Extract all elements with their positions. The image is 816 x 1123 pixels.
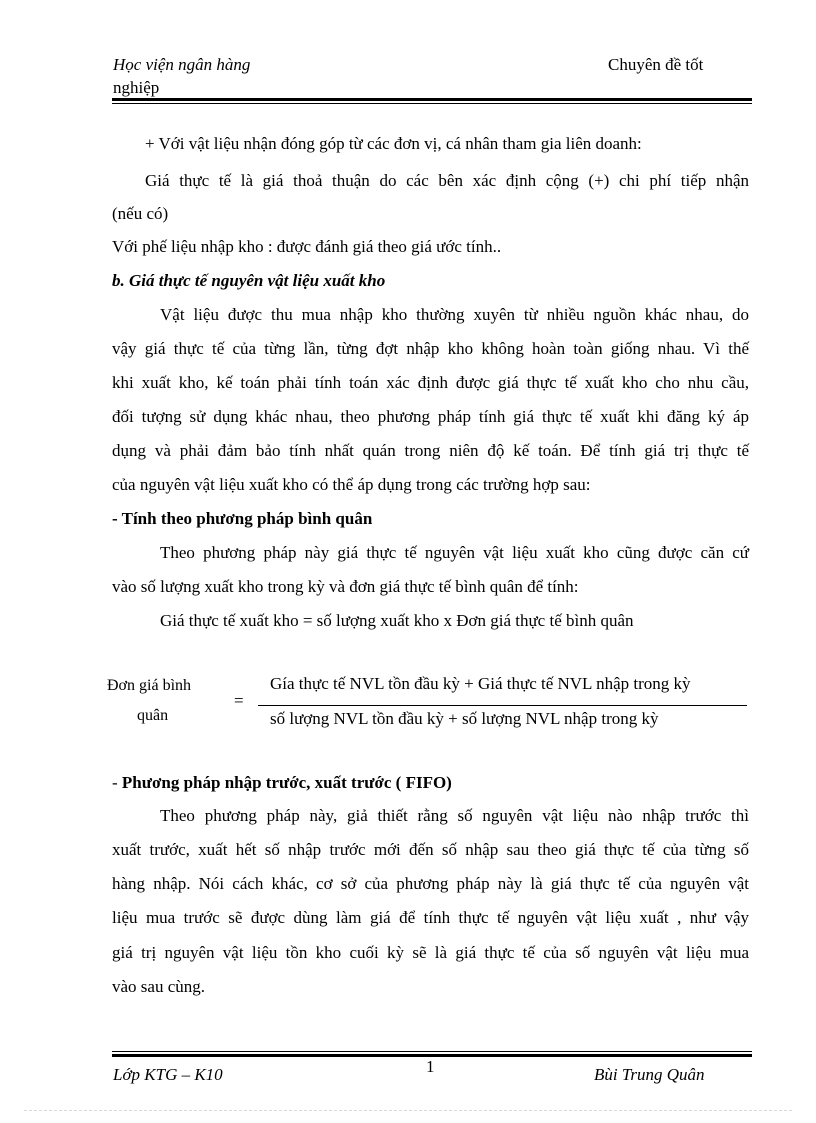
text-line: + Với vật liệu nhận đóng góp từ các đơn vị, cá nhân tham gia liên doanh: bbox=[145, 134, 642, 153]
header-title-continuation: nghiệp bbox=[113, 78, 160, 97]
text-line: xuất trước, xuất hết số nhập trước mới đến số nhập sau theo giá thực tế của từng số bbox=[112, 840, 749, 859]
heading-dash: - bbox=[112, 509, 122, 528]
heading-text: Phương pháp nhập trước, xuất trước ( FIFO) bbox=[121, 773, 452, 792]
text-line: Với phế liệu nhập kho : được đánh giá theo giá ước tính.. bbox=[112, 237, 502, 256]
page-break-divider bbox=[24, 1110, 792, 1111]
text-line: khi xuất kho, kế toán phải tính toán xác định được giá thực tế xuất kho cho nhu cầu, bbox=[112, 373, 749, 392]
subsection-heading bbox=[112, 508, 372, 530]
formula-denominator: số lượng NVL tồn đầu kỳ + số lượng NVL nhập trong kỳ bbox=[270, 709, 659, 728]
heading-text: Tính theo phương pháp bình quân bbox=[121, 509, 373, 528]
text-line: đối tượng sử dụng khác nhau, theo phương pháp tính giá thực tế xuất khi đăng ký áp bbox=[112, 407, 749, 426]
formula-label-line2: quân bbox=[137, 707, 169, 724]
header-institution: Học viện ngân hàng bbox=[113, 55, 251, 74]
text-line: giá trị nguyên vật liệu tồn kho cuối kỳ sẽ là giá thực tế của số nguyên vật liệu mua bbox=[112, 943, 749, 962]
footer-class: Lớp KTG – K10 bbox=[113, 1065, 223, 1084]
text-line: Giá thực tế là giá thoả thuận do các bên xác định cộng (+) chi phí tiếp nhận bbox=[145, 171, 749, 190]
text-line: vậy giá thực tế của từng lần, từng đợt nhập kho không hoàn toàn giống nhau. Vì thế bbox=[112, 339, 749, 358]
text-line: dụng và phải đảm bảo tính nhất quán trong niên độ kế toán. Để tính giá trị thực tế bbox=[112, 441, 749, 460]
text-line: Theo phương pháp này giá thực tế nguyên vật liệu xuất kho cũng được căn cứ bbox=[160, 543, 749, 562]
footer-author: Bùi Trung Quân bbox=[594, 1065, 705, 1084]
formula-numerator: Gía thực tế NVL tồn đầu kỳ + Giá thực tế NVL nhập trong kỳ bbox=[270, 674, 691, 693]
formula-equals: = bbox=[234, 691, 244, 710]
header-title: Chuyên đề tốt bbox=[608, 55, 704, 74]
text-line: vào sau cùng. bbox=[112, 977, 206, 996]
page-number: 1 bbox=[426, 1057, 435, 1076]
text-line: của nguyên vật liệu xuất kho có thể áp dụng trong các trường hợp sau: bbox=[112, 475, 591, 494]
header-rule-thin bbox=[112, 103, 752, 104]
text-line: hàng nhập. Nói cách khác, cơ sở của phương pháp này là giá thực tế của nguyên vật bbox=[112, 874, 749, 893]
text-line: liệu mua trước sẽ được dùng làm giá để tính thực tế nguyên vật liệu xuất , như vậy bbox=[112, 908, 749, 927]
formula-label-line1: Đơn giá bình bbox=[107, 677, 192, 694]
text-line: vào số lượng xuất kho trong kỳ và đơn giá thực tế bình quân để tính: bbox=[112, 577, 579, 596]
section-heading: b. Giá thực tế nguyên vật liệu xuất kho bbox=[112, 271, 386, 290]
text-line: Giá thực tế xuất kho = số lượng xuất kho x Đơn giá thực tế bình quân bbox=[160, 611, 634, 630]
subsection-heading bbox=[112, 772, 452, 794]
header-rule-thick bbox=[112, 98, 752, 101]
text-line: (nếu có) bbox=[112, 204, 169, 223]
text-line: Vật liệu được thu mua nhập kho thường xuyên từ nhiều nguồn khác nhau, do bbox=[160, 305, 749, 324]
footer-rule-thin bbox=[112, 1051, 752, 1052]
fraction-bar bbox=[258, 705, 747, 706]
text-line: Theo phương pháp này, giả thiết rằng số nguyên vật liệu nào nhập trước thì bbox=[160, 806, 749, 825]
heading-dash: - bbox=[112, 773, 122, 792]
